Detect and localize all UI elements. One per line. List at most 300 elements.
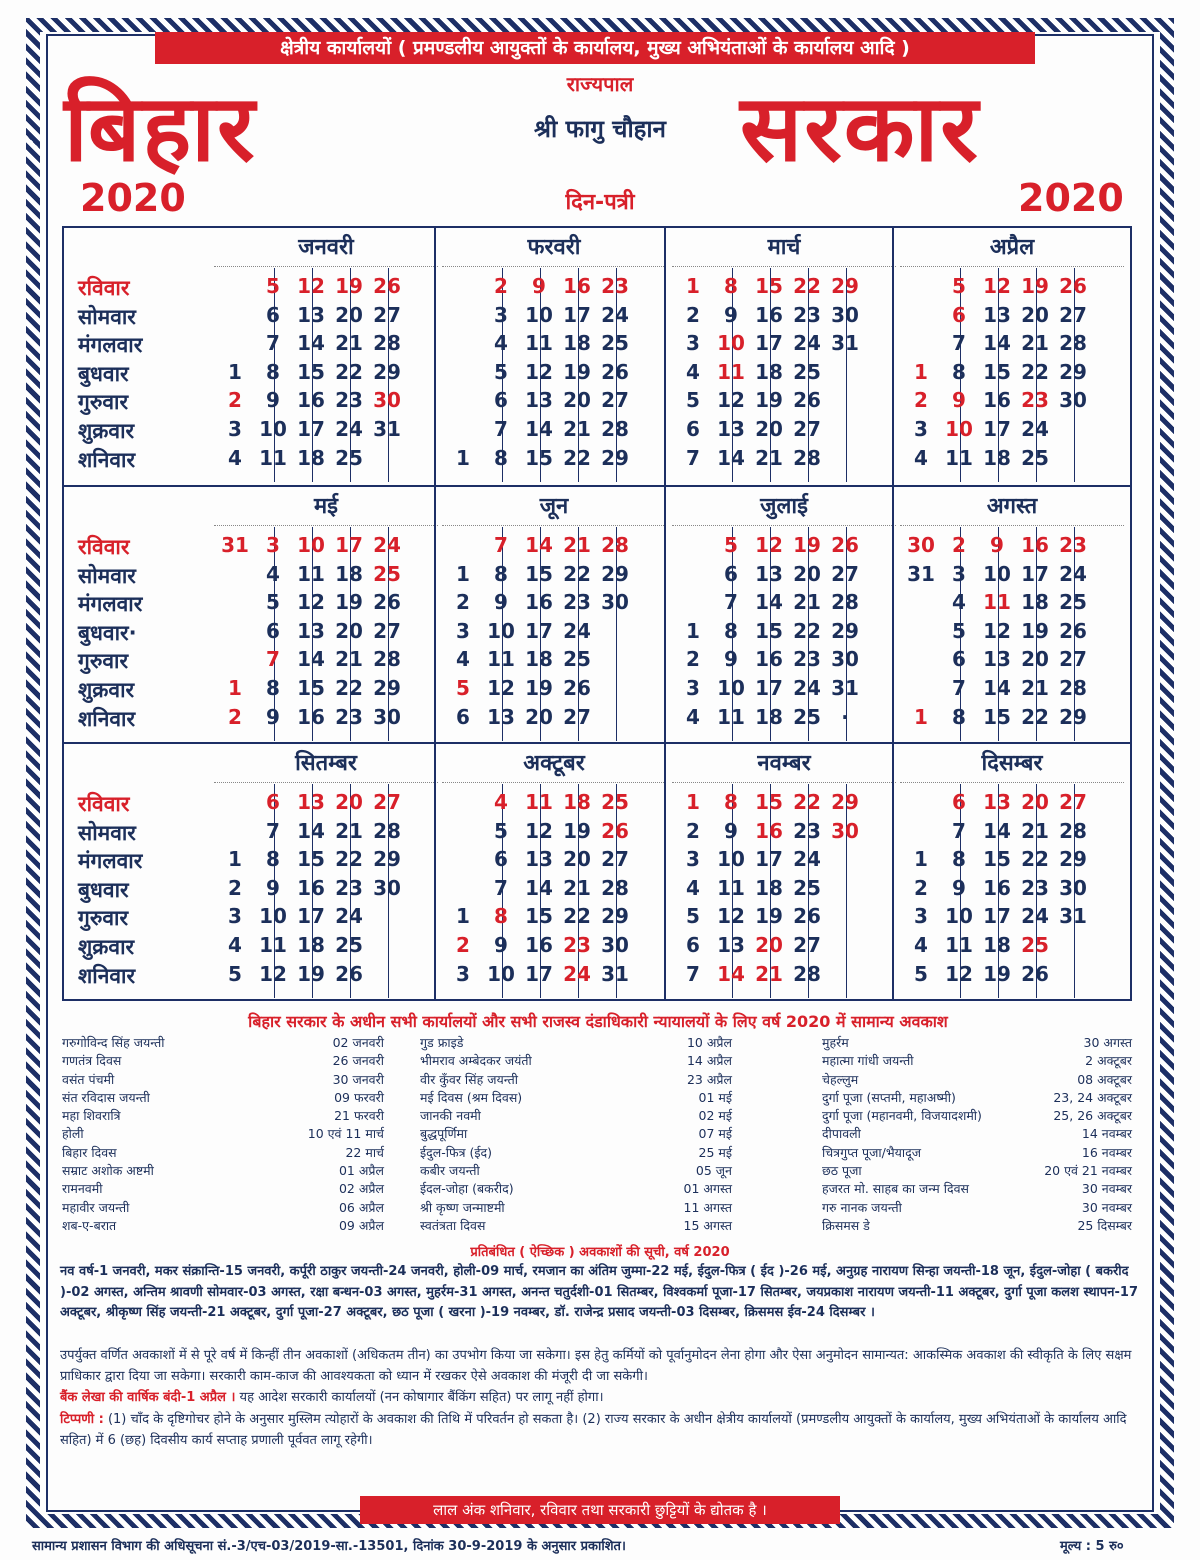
calendar-date: 30 — [1059, 875, 1087, 900]
calendar-date: 12 — [525, 818, 553, 843]
calendar-date: 18 — [563, 790, 591, 814]
calendar-date: 4 — [686, 359, 700, 384]
calendar-date: 1 — [914, 359, 928, 384]
calendar-date: 8 — [494, 445, 508, 470]
calendar-date: 1 — [686, 790, 700, 814]
calendar-date: 15 — [525, 904, 553, 929]
calendar-date: 10 — [717, 676, 745, 700]
calendar-date: 4 — [494, 790, 508, 814]
calendar-date: 18 — [755, 359, 783, 384]
calendar-date: 23 — [563, 933, 591, 957]
calendar-date: 29 — [1059, 704, 1087, 729]
calendar-date: 16 — [755, 818, 783, 843]
holiday-name: गुड फ्राइडे — [420, 1035, 464, 1050]
holidays-title: बिहार सरकार के अधीन सभी कार्यालयों और सभी राजस्व दंडाधिकारी न्यायालयों के लिए वर्ष 2020 में सामान्य अवकाश — [248, 1012, 948, 1031]
calendar-date: 19 — [793, 533, 821, 557]
holiday-date: 05 जून — [695, 1163, 732, 1179]
holiday-row — [62, 1071, 384, 1089]
calendar-date: 22 — [563, 904, 591, 929]
calendar-date: 28 — [793, 961, 821, 986]
holiday-row — [420, 1052, 732, 1070]
calendar-date: 5 — [228, 961, 242, 986]
calendar-date: 16 — [1021, 533, 1049, 557]
calendar-date: 27 — [1059, 647, 1087, 672]
calendar-date: 9 — [266, 875, 280, 900]
calendar-date: 4 — [952, 590, 966, 615]
calendar-date: 1 — [686, 618, 700, 643]
calendar-date: 29 — [1059, 359, 1087, 384]
calendar-date: 19 — [563, 359, 591, 384]
calendar-date: 20 — [755, 933, 783, 957]
calendar-date: 21 — [755, 961, 783, 986]
calendar-date: 13 — [525, 847, 553, 872]
calendar-date: 11 — [945, 933, 973, 957]
holiday-row — [62, 1125, 384, 1143]
calendar-date: 16 — [983, 388, 1011, 413]
calendar-date: 7 — [952, 818, 966, 843]
calendar-date: 9 — [724, 302, 738, 327]
calendar-date: 6 — [952, 302, 966, 327]
calendar-date: 29 — [373, 359, 401, 384]
calendar-date: 12 — [983, 618, 1011, 643]
holiday-date: 26 जनवरी — [332, 1053, 384, 1069]
calendar-date: 17 — [983, 904, 1011, 929]
calendar-date: 1 — [686, 274, 700, 298]
calendar-date: 29 — [831, 274, 859, 298]
holiday-name: चित्रगुप्त पूजा/भैयादूज — [822, 1144, 922, 1160]
calendar-date: 4 — [228, 933, 242, 957]
calendar-date: 11 — [983, 590, 1011, 615]
calendar-date: 11 — [717, 875, 745, 900]
calendar-date: 3 — [914, 417, 928, 441]
holiday-date: 01 अप्रैल — [338, 1163, 384, 1179]
holiday-date: 07 मई — [698, 1126, 732, 1142]
calendar-title: दिन-पत्री — [565, 190, 635, 215]
calendar-date: 13 — [487, 704, 515, 729]
holiday-name: दीपावली — [822, 1126, 861, 1142]
calendar-date: 2 — [686, 302, 700, 327]
month-name: जून — [442, 489, 666, 526]
holiday-name: जानकी नवमी — [420, 1108, 481, 1124]
calendar-date: 23 — [793, 302, 821, 327]
holiday-name: गरुगोविन्द सिंह जयन्ती — [62, 1035, 165, 1050]
calendar-date: 8 — [952, 847, 966, 872]
holiday-row — [420, 1107, 732, 1125]
calendar-date: 8 — [266, 676, 280, 700]
calendar-date: 6 — [266, 790, 280, 814]
calendar-date: 25 — [793, 875, 821, 900]
calendar-date: 27 — [563, 704, 591, 729]
calendar-date: 18 — [335, 561, 363, 586]
calendar-date: 29 — [831, 790, 859, 814]
calendar-date: 3 — [494, 302, 508, 327]
note-paragraph: उपर्युक्त वर्णित अवकाशों में से पूरे वर्ष में किन्हीं तीन अवकाशों (अधिकतम तीन) का उपभोग किया जा सकेगा। इस हेतु कर्मियों को पूर्वानुमोदन लेना होगा और ऐसा अनुमोदन सामान्यत: आकस्मिक अवकाश की स्वीकृति के लिए सक्षम प्राधिकार द्वारा दिया जा सकेगा। सरकारी काम-काज की आवश्यकता को ध्यान में रखकर ऐसे अवकाश की मंजूरी दी जा सकेगी। — [60, 1348, 1132, 1384]
holiday-row — [420, 1071, 732, 1089]
calendar-date: 28 — [373, 818, 401, 843]
calendar-date: 30 — [373, 704, 401, 729]
calendar-date: 27 — [1059, 790, 1087, 814]
calendar-date: 15 — [983, 847, 1011, 872]
calendar-date: 27 — [1059, 302, 1087, 327]
calendar-date: 11 — [525, 331, 553, 356]
holiday-row — [62, 1089, 384, 1107]
calendar-date: 4 — [494, 331, 508, 356]
month-divider — [892, 228, 894, 485]
calendar-date: 26 — [601, 359, 629, 384]
calendar-date: 12 — [717, 388, 745, 413]
calendar-date: 9 — [494, 590, 508, 615]
holiday-date: 25 दिसम्बर — [1077, 1217, 1132, 1233]
calendar-date: 24 — [563, 961, 591, 986]
calendar-date: 4 — [914, 445, 928, 470]
month-divider — [664, 744, 666, 1001]
calendar-date: 17 — [755, 847, 783, 872]
holiday-row — [822, 1125, 1132, 1143]
calendar-date: 25 — [1059, 590, 1087, 615]
calendar-date: 11 — [487, 647, 515, 672]
weekday-label: रविवार — [78, 276, 130, 300]
calendar-date: 4 — [914, 933, 928, 957]
calendar-date: 4 — [456, 647, 470, 672]
weekday-label: बुधवार — [78, 361, 129, 386]
calendar-date: 31 — [373, 417, 401, 441]
calendar-date: 2 — [914, 388, 928, 413]
calendar-date: 16 — [525, 590, 553, 615]
calendar-date: 24 — [793, 847, 821, 872]
calendar-date: 3 — [456, 618, 470, 643]
month-name: जुलाई — [672, 489, 896, 526]
calendar-date: 5 — [724, 533, 738, 557]
holiday-row — [822, 1089, 1132, 1107]
calendar-date: 15 — [525, 445, 553, 470]
calendar-date: 27 — [601, 847, 629, 872]
weekday-label: रविवार — [78, 535, 130, 559]
month-name: जनवरी — [214, 230, 438, 267]
calendar-date: 10 — [945, 417, 973, 441]
month-divider — [892, 744, 894, 1001]
holiday-row — [62, 1199, 384, 1217]
calendar-date: 23 — [335, 704, 363, 729]
holiday-row — [420, 1125, 732, 1143]
calendar-date: 12 — [297, 590, 325, 615]
calendar-date: 19 — [335, 590, 363, 615]
calendar-date: 12 — [525, 359, 553, 384]
holiday-date: 09 फरवरी — [334, 1089, 384, 1105]
offices-banner: क्षेत्रीय कार्यालयों ( प्रमण्डलीय आयुक्तों के कार्यालय, मुख्य अभियंताओं के कार्यालय आदि ) — [155, 32, 1035, 64]
calendar-date: 21 — [335, 818, 363, 843]
holiday-row — [62, 1217, 384, 1235]
calendar-date: 25 — [793, 704, 821, 729]
calendar-date: 14 — [525, 875, 553, 900]
calendar-date: 7 — [494, 533, 508, 557]
calendar-date: 21 — [1021, 331, 1049, 356]
holiday-name: कबीर जयन्ती — [420, 1163, 480, 1179]
calendar-date: 21 — [1021, 676, 1049, 700]
calendar-date: 13 — [297, 790, 325, 814]
calendar-date: 11 — [945, 445, 973, 470]
calendar-date: 16 — [297, 388, 325, 413]
calendar-date: 26 — [373, 274, 401, 298]
holiday-name: बुद्धपूर्णिमा — [420, 1126, 468, 1142]
month-name: नवम्बर — [672, 746, 896, 783]
calendar-date: 16 — [755, 302, 783, 327]
calendar-date: 12 — [945, 961, 973, 986]
calendar-date: 5 — [686, 388, 700, 413]
calendar-date: 19 — [335, 274, 363, 298]
holiday-row — [62, 1162, 384, 1180]
calendar-date: 5 — [266, 274, 280, 298]
holiday-name: श्री कृष्ण जन्माष्टमी — [420, 1199, 505, 1215]
calendar-date: 9 — [990, 533, 1004, 557]
calendar-date: 11 — [297, 561, 325, 586]
calendar-date: 5 — [952, 274, 966, 298]
calendar-date: 21 — [335, 331, 363, 356]
calendar-date: 23 — [1059, 533, 1087, 557]
bank-note-rest: यह आदेश सरकारी कार्यालयों (नन कोषागार बैंकिंग सहित) पर लागू नहीं होगा। — [239, 1390, 604, 1405]
calendar-date: 28 — [1059, 676, 1087, 700]
calendar-date: 30 — [601, 933, 629, 957]
calendar-date: 12 — [297, 274, 325, 298]
calendar-date: 3 — [456, 961, 470, 986]
holiday-row — [822, 1162, 1132, 1180]
calendar-date: 23 — [335, 875, 363, 900]
holiday-name: वीर कुँवर सिंह जयन्ती — [420, 1071, 518, 1087]
holiday-name: भीमराव अम्बेदकर जयंती — [420, 1053, 532, 1069]
calendar-date: 25 — [563, 647, 591, 672]
calendar-date: 29 — [373, 847, 401, 872]
calendar-date: 15 — [297, 676, 325, 700]
month-name: दिसम्बर — [900, 746, 1124, 783]
calendar-date: 28 — [373, 647, 401, 672]
month-divider — [664, 228, 666, 485]
calendar-date: 22 — [793, 618, 821, 643]
holiday-date: 25, 26 अक्टूबर — [1053, 1108, 1132, 1124]
calendar-date: 24 — [563, 618, 591, 643]
calendar-date: 1 — [228, 676, 242, 700]
calendar-date: 26 — [601, 818, 629, 843]
calendar-date: 2 — [914, 875, 928, 900]
calendar-date: 17 — [297, 417, 325, 441]
calendar-date: 3 — [914, 904, 928, 929]
calendar-date: 2 — [494, 274, 508, 298]
calendar-date: 10 — [259, 417, 287, 441]
calendar-date: 9 — [266, 388, 280, 413]
holiday-date: 10 अप्रैल — [686, 1035, 732, 1050]
calendar-date: 27 — [373, 790, 401, 814]
calendar-date: 14 — [297, 647, 325, 672]
calendar-date: 20 — [1021, 647, 1049, 672]
calendar-date: 25 — [1021, 445, 1049, 470]
holiday-date: 30 नवम्बर — [1081, 1181, 1132, 1197]
calendar-date: 24 — [601, 302, 629, 327]
calendar-date: 6 — [952, 647, 966, 672]
calendar-date: 6 — [266, 302, 280, 327]
calendar-date: 7 — [952, 331, 966, 356]
calendar-date: 7 — [494, 875, 508, 900]
tippani-label: टिप्पणी : — [60, 1412, 104, 1427]
column-divider — [846, 268, 847, 482]
month-name: मई — [214, 489, 438, 526]
calendar-date: 28 — [1059, 331, 1087, 356]
calendar-date: · — [841, 704, 849, 729]
calendar-date: 24 — [1059, 561, 1087, 586]
calendar-date: 20 — [563, 847, 591, 872]
calendar-date: 13 — [525, 388, 553, 413]
holiday-row — [420, 1199, 732, 1217]
column-divider — [846, 784, 847, 998]
calendar-date: 10 — [983, 561, 1011, 586]
calendar-date: 5 — [494, 359, 508, 384]
calendar-date: 9 — [724, 647, 738, 672]
holiday-row — [822, 1052, 1132, 1070]
holiday-date: 21 फरवरी — [334, 1108, 384, 1124]
calendar-date: 10 — [487, 961, 515, 986]
holiday-date: 30 जनवरी — [332, 1071, 384, 1087]
calendar-date: 5 — [914, 961, 928, 986]
weekday-label: गुरुवार — [78, 390, 129, 415]
calendar-date: 7 — [266, 331, 280, 356]
holiday-name: ईदल-जोहा (बकरीद) — [420, 1181, 514, 1197]
calendar-date: 21 — [563, 417, 591, 441]
calendar-date: 20 — [1021, 790, 1049, 814]
calendar-date: 26 — [563, 676, 591, 700]
calendar-date: 23 — [793, 647, 821, 672]
calendar-date: 20 — [335, 790, 363, 814]
calendar-date: 13 — [755, 561, 783, 586]
calendar-date: 16 — [525, 933, 553, 957]
calendar-date: 7 — [686, 445, 700, 470]
holiday-row — [62, 1107, 384, 1125]
calendar-date: 10 — [717, 331, 745, 356]
month-divider — [434, 228, 436, 485]
calendar-date: 25 — [601, 331, 629, 356]
tippani-text: (1) चाँद के दृष्टिगोचर होने के अनुसार मुस्लिम त्योहारों के अवकाश की तिथि में परिवर्तन हो सकता है। (2) राज्य सरकार के अधीन क्षेत्रीय कार्यालयों (प्रमण्डलीय आयुक्तों के कार्यालय, मुख्य अभियंताओं के कार्यालय आदि सहित) में 6 (छह) दिवसीय कार्य सप्ताह प्रणाली पूर्ववत लागू रहेगी। — [60, 1412, 1127, 1448]
holiday-date: 30 अगस्त — [1083, 1035, 1132, 1050]
calendar-date: 16 — [755, 647, 783, 672]
calendar-date: 9 — [532, 274, 546, 298]
holiday-row — [420, 1089, 732, 1107]
calendar-date: 18 — [755, 875, 783, 900]
calendar-date: 30 — [831, 302, 859, 327]
calendar-date: 3 — [228, 417, 242, 441]
calendar-date: 2 — [228, 388, 242, 413]
calendar-date: 19 — [1021, 618, 1049, 643]
calendar-date: 17 — [525, 618, 553, 643]
calendar-date: 1 — [228, 359, 242, 384]
holiday-date: 20 एवं 21 नवम्बर — [1044, 1163, 1132, 1179]
column-divider — [616, 527, 617, 741]
calendar-date: 13 — [717, 933, 745, 957]
calendar-date: 20 — [335, 618, 363, 643]
calendar-date: 8 — [494, 904, 508, 929]
month-divider — [892, 487, 894, 744]
calendar-date: 5 — [686, 904, 700, 929]
calendar-date: 7 — [952, 676, 966, 700]
calendar-date: 28 — [601, 417, 629, 441]
calendar-date: 28 — [1059, 818, 1087, 843]
calendar-date: 11 — [525, 790, 553, 814]
calendar-date: 27 — [373, 618, 401, 643]
weekday-label: सोमवार — [78, 820, 136, 845]
calendar-date: 2 — [228, 704, 242, 729]
calendar-date: 31 — [831, 331, 859, 356]
month-name: मार्च — [672, 230, 896, 267]
calendar-date: 30 — [1059, 388, 1087, 413]
holiday-row — [822, 1217, 1132, 1235]
calendar-date: 12 — [983, 274, 1011, 298]
month-name: फरवरी — [442, 230, 666, 267]
calendar-date: 28 — [831, 590, 859, 615]
calendar-date: 3 — [266, 533, 280, 557]
holiday-date: 11 अगस्त — [683, 1199, 732, 1215]
weekday-label: रविवार — [78, 792, 130, 816]
calendar-grid — [62, 226, 1132, 1001]
calendar-date: 13 — [983, 302, 1011, 327]
weekday-label: शुक्रवार — [78, 678, 135, 702]
calendar-date: 23 — [335, 388, 363, 413]
holiday-name: होली — [62, 1126, 84, 1142]
calendar-date: 11 — [717, 359, 745, 384]
calendar-date: 8 — [724, 274, 738, 298]
calendar-date: 6 — [686, 417, 700, 441]
holiday-row — [420, 1034, 732, 1052]
weekday-label: बुधवार· — [78, 620, 137, 645]
weekday-label: गुरुवार — [78, 649, 129, 674]
holiday-row — [62, 1052, 384, 1070]
calendar-date: 8 — [952, 359, 966, 384]
calendar-date: 20 — [335, 302, 363, 327]
holiday-row — [822, 1199, 1132, 1217]
calendar-date: 21 — [793, 590, 821, 615]
calendar-date: 26 — [793, 388, 821, 413]
calendar-date: 24 — [335, 904, 363, 929]
calendar-date: 10 — [259, 904, 287, 929]
calendar-date: 11 — [259, 445, 287, 470]
holiday-row — [62, 1180, 384, 1198]
calendar-date: 20 — [525, 704, 553, 729]
holiday-row — [822, 1107, 1132, 1125]
holiday-name: सम्राट अशोक अष्टमी — [62, 1163, 154, 1179]
calendar-date: 18 — [563, 331, 591, 356]
bank-closing-note: बैंक लेखा की वार्षिक बंदी-1 अप्रैल । — [60, 1390, 236, 1405]
calendar-date: 16 — [563, 274, 591, 298]
month-divider — [434, 487, 436, 744]
calendar-date: 17 — [1021, 561, 1049, 586]
calendar-date: 23 — [793, 818, 821, 843]
holiday-row — [420, 1162, 732, 1180]
red-digits-legend: लाल अंक शनिवार, रविवार तथा सरकारी छुट्टियों के द्योतक है । — [360, 1496, 840, 1524]
calendar-date: 18 — [297, 445, 325, 470]
calendar-date: 24 — [1021, 417, 1049, 441]
calendar-date: 23 — [1021, 388, 1049, 413]
calendar-date: 31 — [831, 676, 859, 700]
holiday-name: गणतंत्र दिवस — [62, 1053, 122, 1069]
calendar-date: 14 — [297, 331, 325, 356]
calendar-date: 10 — [297, 533, 325, 557]
weekday-label: शनिवार — [78, 447, 136, 472]
calendar-date: 1 — [914, 847, 928, 872]
calendar-date: 6 — [456, 704, 470, 729]
calendar-date: 13 — [983, 790, 1011, 814]
calendar-date: 18 — [755, 704, 783, 729]
month-name: अप्रैल — [900, 230, 1124, 267]
calendar-date: 4 — [686, 704, 700, 729]
calendar-date: 13 — [297, 618, 325, 643]
calendar-date: 11 — [717, 704, 745, 729]
weekday-label: सोमवार — [78, 563, 136, 588]
calendar-date: 8 — [952, 704, 966, 729]
calendar-date: 1 — [456, 561, 470, 586]
